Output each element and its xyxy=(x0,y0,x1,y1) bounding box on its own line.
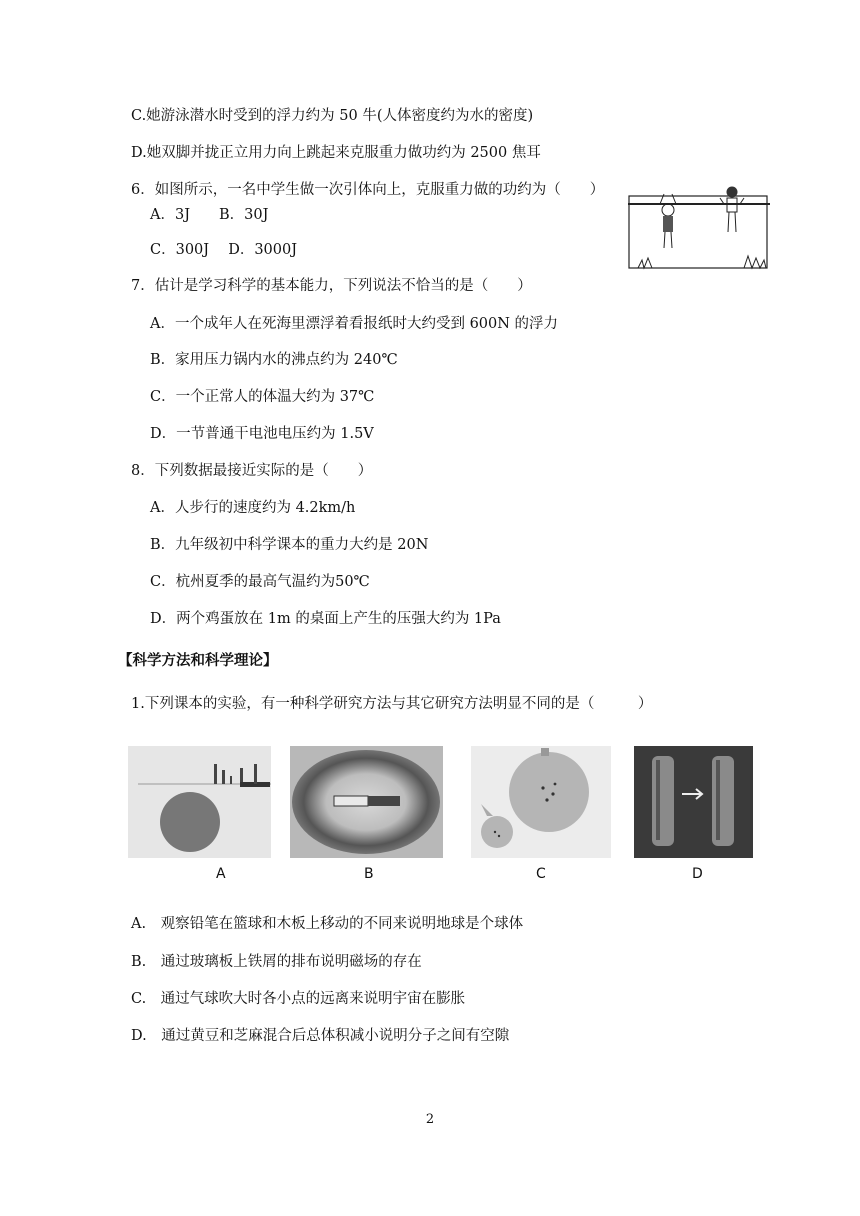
section-heading: 【科学方法和科学理论】 xyxy=(118,653,278,669)
pull-up-illustration xyxy=(628,186,770,272)
photo-a-pencil-on-ball xyxy=(128,746,271,858)
m1-option-c: C. 通过气球吹大时各小点的远离来说明宇宙在膨胀 xyxy=(131,991,466,1007)
q5-option-c: C.她游泳潜水时受到的浮力约为 50 牛(人体密度约为水的密度) xyxy=(131,108,534,124)
photo-d-label: D xyxy=(692,866,703,882)
photo-d-beans-sesame-tubes xyxy=(634,746,753,858)
q7-stem: 7．估计是学习科学的基本能力，下列说法不恰当的是（ ） xyxy=(131,278,532,294)
q5-option-d: D.她双脚并拢正立用力向上跳起来克服重力做功约为 2500 焦耳 xyxy=(131,145,541,161)
m1-option-b: B. 通过玻璃板上铁屑的排布说明磁场的存在 xyxy=(131,954,422,970)
q8-option-d: D．两个鸡蛋放在 1m 的桌面上产生的压强大约为 1Pa xyxy=(150,611,501,627)
q7-option-d: D．一节普通干电池电压约为 1.5V xyxy=(150,426,374,442)
photo-a-label: A xyxy=(216,866,226,882)
q8-option-c: C．杭州夏季的最高气温约为50℃ xyxy=(150,574,370,590)
photo-c-balloon-dots xyxy=(471,746,611,858)
m1-option-d: D. 通过黄豆和芝麻混合后总体积减小说明分子之间有空隙 xyxy=(131,1028,510,1044)
m1-stem: 1.下列课本的实验，有一种科学研究方法与其它研究方法明显不同的是（ ） xyxy=(131,696,653,712)
q6-stem: 6．如图所示，一名中学生做一次引体向上，克服重力做的功约为（ ） xyxy=(131,182,605,198)
m1-option-a: A. 观察铅笔在篮球和木板上移动的不同来说明地球是个球体 xyxy=(131,916,524,932)
photo-c-label: C xyxy=(536,866,546,882)
q7-option-b: B．家用压力锅内水的沸点约为 240℃ xyxy=(150,352,398,368)
photo-b-label: B xyxy=(364,866,374,882)
page-number: 2 xyxy=(425,1112,435,1127)
q8-stem: 8．下列数据最接近实际的是（ ） xyxy=(131,463,373,479)
q7-option-a: A．一个成年人在死海里漂浮着看报纸时大约受到 600N 的浮力 xyxy=(150,316,559,332)
q6-options-cd: C．300J D．3000J xyxy=(150,242,298,258)
photo-b-iron-filings-magnet xyxy=(290,746,443,858)
q8-option-b: B．九年级初中科学课本的重力大约是 20N xyxy=(150,537,429,553)
q8-option-a: A．人步行的速度约为 4.2km/h xyxy=(150,500,356,516)
q7-option-c: C．一个正常人的体温大约为 37℃ xyxy=(150,389,375,405)
q6-options-ab: A．3J B．30J xyxy=(150,207,269,223)
